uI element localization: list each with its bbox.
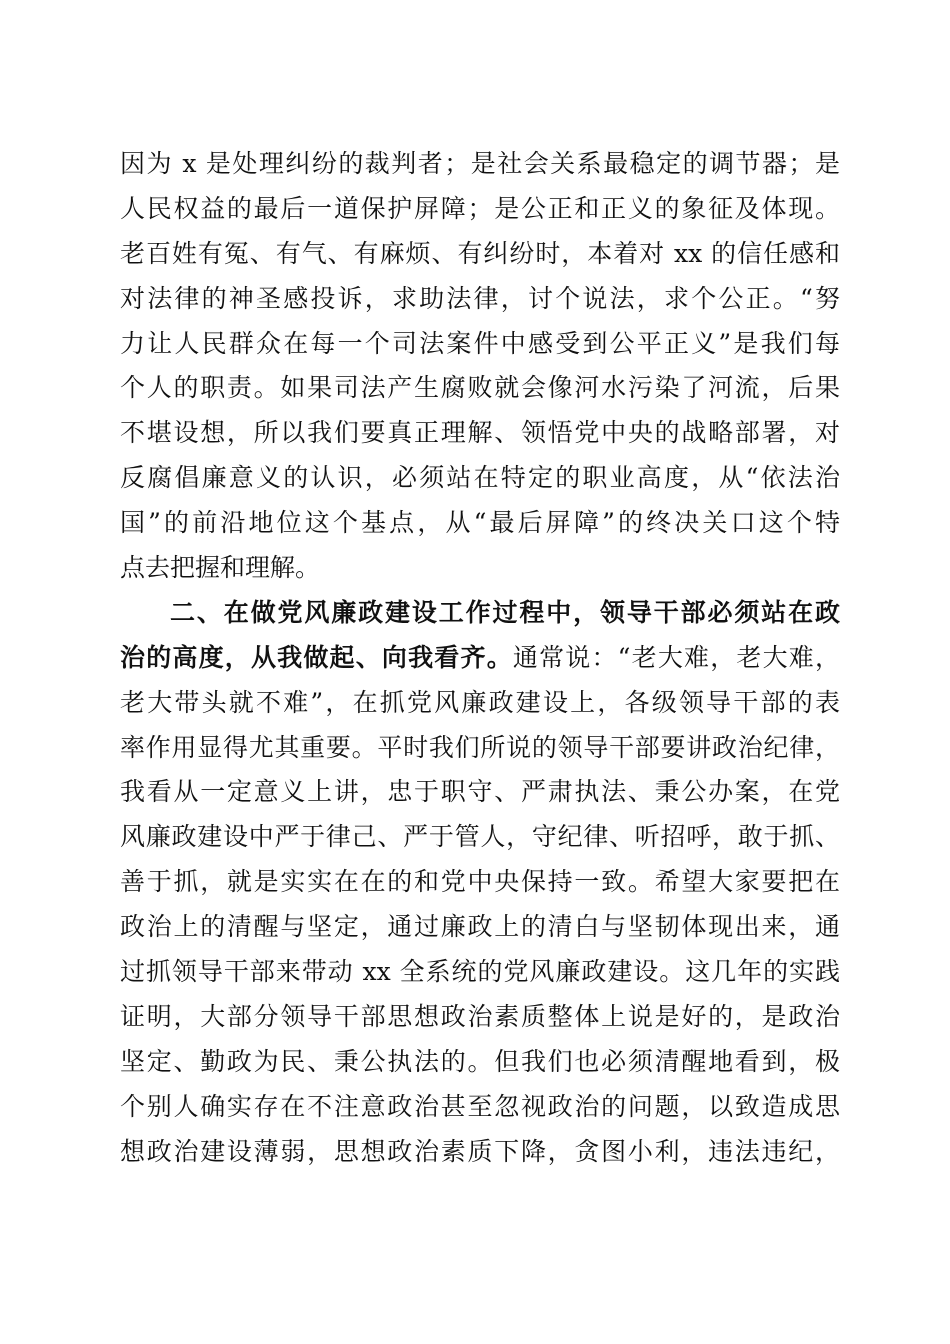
text-line: 对法律的神圣感投诉，求助法律，讨个说法，求个公正。“努: [120, 283, 840, 313]
text-line: 我看从一定意义上讲，忠于职守、严肃执法、秉公办案，在党: [120, 777, 840, 807]
text-line: 点去把握和理解。: [120, 553, 321, 583]
text-line: 过抓领导干部来带动 xx 全系统的党风廉政建设。这几年的实践: [120, 957, 840, 987]
paragraph-1: [120, 142, 840, 591]
document-body: [120, 142, 840, 1174]
text-line: 想政治建设薄弱，思想政治素质下降，贪图小利，违法违纪，: [120, 1136, 840, 1166]
text-line: 国”的前沿地位这个基点，从“最后屏障”的终决关口这个特: [120, 508, 840, 538]
text-line-rest: 通常说：“老大难，老大难，: [512, 642, 840, 672]
section-heading: 二、在做党风廉政建设工作过程中，领导干部必须站在政: [170, 597, 840, 627]
section-heading-continued: 治的高度，从我做起、向我看齐。: [120, 642, 513, 672]
text-line: 政治上的清醒与坚定，通过廉政上的清白与坚韧体现出来，通: [120, 912, 840, 942]
text-line: 不堪设想，所以我们要真正理解、领悟党中央的战略部署，对: [120, 418, 840, 448]
text-line: 证明，大部分领导干部思想政治素质整体上说是好的，是政治: [120, 1001, 840, 1031]
text-line: 风廉政建设中严于律己、严于管人，守纪律、听招呼，敢于抓、: [120, 822, 840, 852]
text-line: 力让人民群众在每一个司法案件中感受到公平正义”是我们每: [120, 328, 840, 358]
text-line: 老百姓有冤、有气、有麻烦、有纠纷时，本着对 xx 的信任感和: [120, 238, 840, 268]
paragraph-2: [120, 591, 840, 1175]
text-line: 率作用显得尤其重要。平时我们所说的领导干部要讲政治纪律，: [120, 732, 840, 762]
text-line: 人民权益的最后一道保护屏障；是公正和正义的象征及体现。: [120, 193, 840, 223]
text-line: 坚定、勤政为民、秉公执法的。但我们也必须清醒地看到，极: [120, 1046, 840, 1076]
text-line: 反腐倡廉意义的认识，必须站在特定的职业高度，从“依法治: [120, 463, 840, 493]
text-line: 善于抓，就是实实在在的和党中央保持一致。希望大家要把在: [120, 867, 840, 897]
text-line: 个别人确实存在不注意政治甚至忽视政治的问题，以致造成思: [120, 1091, 840, 1121]
text-line: 老大带头就不难”，在抓党风廉政建设上，各级领导干部的表: [120, 687, 840, 717]
text-line: 因为 x 是处理纠纷的裁判者；是社会关系最稳定的调节器；是: [120, 149, 840, 178]
text-line: [120, 636, 840, 681]
text-line: 个人的职责。如果司法产生腐败就会像河水污染了河流，后果: [120, 373, 840, 403]
